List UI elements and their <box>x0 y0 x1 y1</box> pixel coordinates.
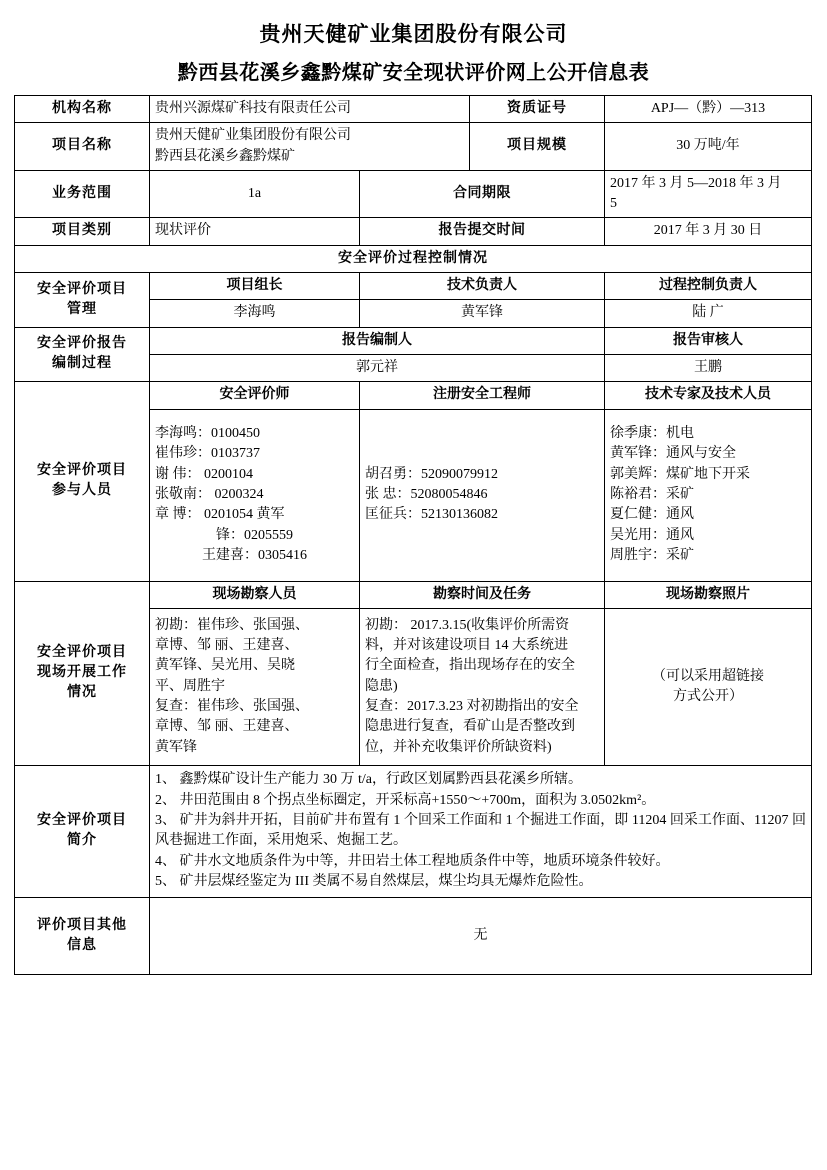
list-item: 2、 井田范围由 8 个拐点坐标圈定，开采标高+1550～+700m，面积为 3.0502km²。 <box>155 792 656 808</box>
fieldwork-label-line3: 情况 <box>67 685 97 701</box>
summary-content <box>150 765 812 897</box>
photos-col-header: 现场勘察照片 <box>605 581 812 608</box>
list-item: 1、 鑫黔煤矿设计生产能力 30 万 t/a，行政区划属黔西县花溪乡所辖。 <box>155 772 582 788</box>
list-item: 王建喜：0305416 <box>202 547 307 563</box>
project-name-label: 项目名称 <box>15 123 150 171</box>
other-label-line2: 信息 <box>67 937 97 953</box>
submit-label: 报告提交时间 <box>360 218 605 245</box>
org-name-label: 机构名称 <box>15 96 150 123</box>
list-item: 平、周胜宇 <box>155 678 225 694</box>
cert-value: APJ—（黔）—313 <box>605 96 812 123</box>
table-row <box>15 273 812 300</box>
list-item: 徐季康：机电 <box>610 426 694 442</box>
business-value: 1a <box>150 170 360 218</box>
writer-label: 报告编制人 <box>150 327 605 354</box>
information-table <box>14 95 812 975</box>
fieldwork-label <box>15 581 150 765</box>
list-item: 张 忠：52080054846 <box>365 486 488 502</box>
list-item: 郭美辉：煤矿地下开采 <box>610 466 750 482</box>
assessor-col-header: 安全评价师 <box>150 382 360 409</box>
contract-label: 合同期限 <box>360 170 605 218</box>
list-item: 匡征兵：52130136082 <box>365 507 498 523</box>
list-item: 料，并对该建设项目 14 大系统进 <box>365 638 568 654</box>
list-item: 李海鸣：0100450 <box>155 426 260 442</box>
reviewer-label: 报告审核人 <box>605 327 812 354</box>
leader-value: 李海鸣 <box>150 300 360 327</box>
engineer-list <box>360 409 605 581</box>
other-label-line1: 评价项目其他 <box>37 917 127 933</box>
list-item: 5、 矿井层煤经鉴定为 III 类属不易自然煤层，煤尘均具无爆炸危险性。 <box>155 873 593 889</box>
table-row <box>15 218 812 245</box>
list-item: 3、 矿井为斜井开拓，目前矿井布置有 1 个回采工作面和 1 个掘进工作面，即 11204 回采工作面、11207 回风巷掘进工作面，采用炮采、炮掘工艺。 <box>155 813 806 849</box>
business-label: 业务范围 <box>15 170 150 218</box>
table-row <box>15 170 812 218</box>
list-item: 行全面检查，指出现场存在的安全 <box>365 658 575 674</box>
list-item: 隐患进行复查，看矿山是否整改到 <box>365 719 575 735</box>
report-label <box>15 327 150 382</box>
process-section-title: 安全评价过程控制情况 <box>15 245 812 272</box>
list-item: 隐患) <box>365 678 398 694</box>
list-item: 周胜宇：采矿 <box>610 547 694 563</box>
assessor-list <box>150 409 360 581</box>
list-item: 张敬南： 0200324 <box>155 486 264 502</box>
list-item: 章博、邹 丽、王建喜、 <box>155 719 299 735</box>
list-item: 初勘： 2017.3.15(收集评价所需资 <box>365 617 570 633</box>
list-item: 黄军锋：通风与安全 <box>610 446 736 462</box>
photos-note-line1: （可以采用超链接 <box>652 668 764 684</box>
list-item: 吴光用：通风 <box>610 527 694 543</box>
cert-label: 资质证号 <box>470 96 605 123</box>
expert-col-header: 技术专家及技术人员 <box>605 382 812 409</box>
fieldwork-label-line2: 现场开展工作 <box>37 665 127 681</box>
project-name-line2: 黔西县花溪乡鑫黔煤矿 <box>155 148 295 164</box>
document-title-line2: 黔西县花溪乡鑫黔煤矿安全现状评价网上公开信息表 <box>177 62 650 84</box>
list-item: 夏仁健：通风 <box>610 507 694 523</box>
list-item: 章 博： 0201054 黄军 <box>155 507 285 523</box>
fieldwork-label-line1: 安全评价项目 <box>37 644 127 660</box>
org-name-value: 贵州兴源煤矿科技有限责任公司 <box>150 96 470 123</box>
participants-label <box>15 382 150 581</box>
control-label: 过程控制负责人 <box>605 273 812 300</box>
tech-label: 技术负责人 <box>360 273 605 300</box>
contract-value <box>605 170 812 218</box>
photos-note <box>605 608 812 765</box>
table-row <box>15 765 812 897</box>
expert-list <box>605 409 812 581</box>
summary-label <box>15 765 150 897</box>
participants-label-line1: 安全评价项目 <box>37 463 127 479</box>
table-row <box>15 96 812 123</box>
list-item: 崔伟珍：0103737 <box>155 446 260 462</box>
tasks-col-header: 勘察时间及任务 <box>360 581 605 608</box>
table-row <box>15 581 812 608</box>
leader-label: 项目组长 <box>150 273 360 300</box>
reviewer-value: 王鹏 <box>605 354 812 381</box>
list-item: 4、 矿井水文地质条件为中等，井田岩土体工程地质条件中等，地质环境条件较好。 <box>155 853 670 869</box>
photos-note-line2: 方式公开） <box>673 688 743 704</box>
document-title-line1: 贵州天健矿业集团股份有限公司 <box>259 22 568 46</box>
mgmt-label-line2: 管理 <box>67 301 97 317</box>
list-item: 胡召勇：52090079912 <box>365 466 498 482</box>
table-row <box>15 327 812 354</box>
scale-label: 项目规模 <box>470 123 605 171</box>
tech-value: 黄军锋 <box>360 300 605 327</box>
engineer-col-header: 注册安全工程师 <box>360 382 605 409</box>
table-row <box>15 382 812 409</box>
surveyors-list <box>150 608 360 765</box>
report-label-line1: 安全评价报告 <box>37 336 127 352</box>
other-label <box>15 897 150 974</box>
table-row <box>15 123 812 171</box>
category-value: 现状评价 <box>150 218 360 245</box>
report-label-line2: 编制过程 <box>52 356 112 372</box>
table-row <box>15 245 812 272</box>
category-label: 项目类别 <box>15 218 150 245</box>
table-row <box>15 897 812 974</box>
tasks-list <box>360 608 605 765</box>
list-item: 陈裕君：采矿 <box>610 486 694 502</box>
mgmt-label <box>15 273 150 328</box>
list-item: 复查：崔伟珍、张国强、 <box>155 699 309 714</box>
list-item: 谢 伟： 0200104 <box>155 466 253 482</box>
list-item: 位，并补充收集评价所缺资料) <box>365 739 552 755</box>
list-item: 黄军锋、吴光用、吴晓 <box>155 658 295 674</box>
contract-value-line1: 2017 年 3 月 5—2018 年 3 月 <box>610 175 782 191</box>
mgmt-label-line1: 安全评价项目 <box>37 281 127 297</box>
summary-label-line2: 简介 <box>67 833 97 849</box>
participants-label-line2: 参与人员 <box>52 483 112 499</box>
list-item: 章博、邹 丽、王建喜、 <box>155 638 299 654</box>
project-name-value <box>150 123 470 171</box>
list-item: 初勘：崔伟珍、张国强、 <box>155 617 309 633</box>
list-item: 黄军锋 <box>155 739 197 755</box>
list-item: 锋：0205559 <box>216 527 293 543</box>
scale-value: 30 万吨/年 <box>605 123 812 171</box>
submit-value: 2017 年 3 月 30 日 <box>605 218 812 245</box>
contract-value-line2: 5 <box>610 196 617 212</box>
surveyors-col-header: 现场勘察人员 <box>150 581 360 608</box>
summary-label-line1: 安全评价项目 <box>37 813 127 829</box>
list-item: 复查：2017.3.23 对初勘指出的安全 <box>365 699 579 714</box>
other-value: 无 <box>150 897 812 974</box>
project-name-line1: 贵州天健矿业集团股份有限公司 <box>155 128 351 144</box>
control-value: 陆 广 <box>605 300 812 327</box>
writer-value: 郭元祥 <box>150 354 605 381</box>
